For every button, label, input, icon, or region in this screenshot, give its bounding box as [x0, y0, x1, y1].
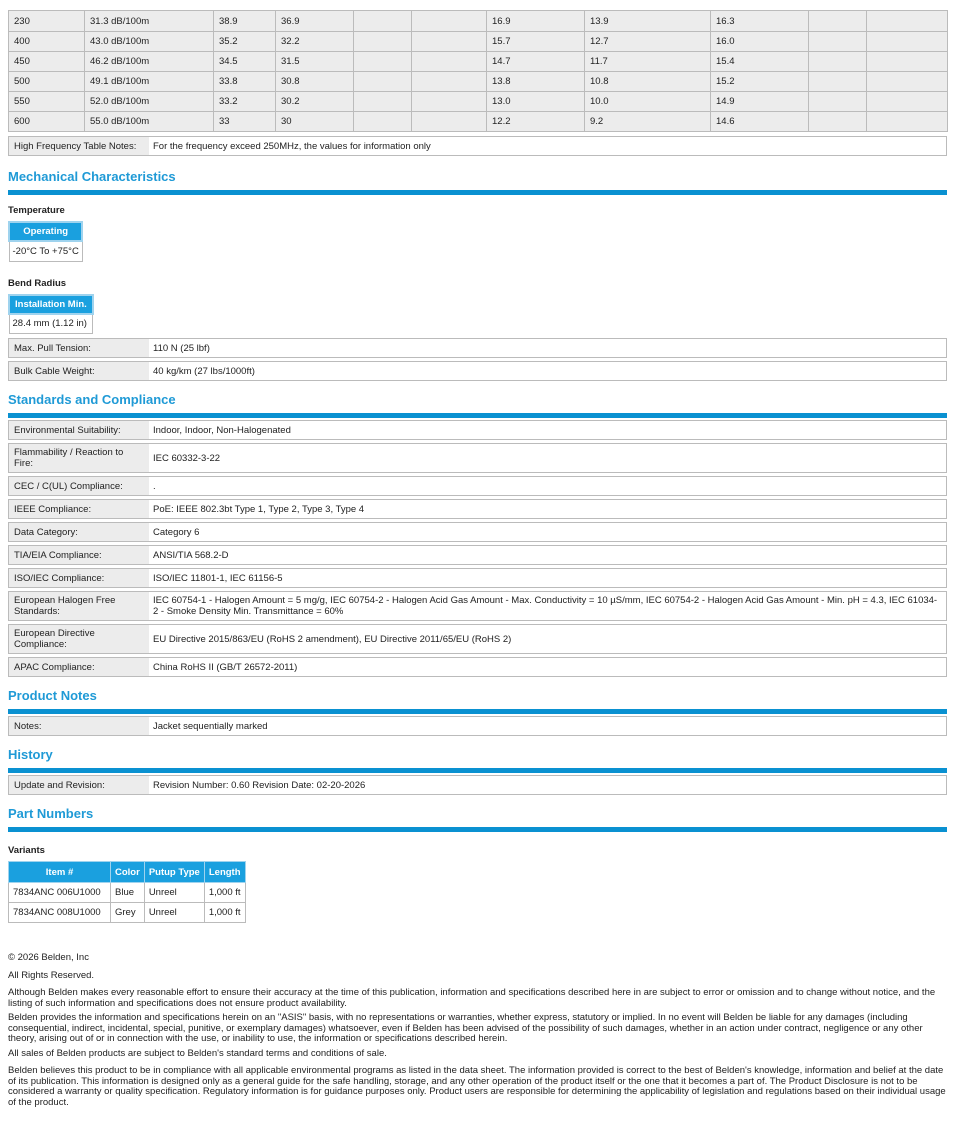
datasheet-page [8, 0, 947, 1112]
spec-value: . [153, 480, 156, 492]
table-cell: 36.9 [276, 11, 354, 32]
table-row [9, 72, 948, 92]
copyright: © 2026 Belden, Inc [8, 952, 89, 963]
table-cell [867, 11, 948, 32]
high-frequency-table [8, 10, 948, 132]
table-cell [354, 92, 412, 112]
spec-value: Indoor, Indoor, Non-Halogenated [153, 424, 291, 436]
table-cell: 33 [214, 112, 276, 132]
table-cell [809, 52, 867, 72]
table-cell: 46.2 dB/100m [85, 52, 214, 72]
table-cell: 14.6 [711, 112, 809, 132]
spec-value: Revision Number: 0.60 Revision Date: 02-20-2026 [153, 779, 366, 791]
variants-table [8, 861, 246, 923]
table-cell [354, 52, 412, 72]
spec-value: EU Directive 2015/863/EU (RoHS 2 amendment), EU Directive 2011/65/EU (RoHS 2) [153, 633, 512, 645]
temperature-table [8, 221, 83, 262]
table-cell [412, 92, 487, 112]
spec-label: Environmental Suitability: [9, 421, 149, 439]
table-cell: 49.1 dB/100m [85, 72, 214, 92]
standards-section [8, 393, 947, 677]
spec-label: APAC Compliance: [9, 658, 149, 676]
table-cell: 10.0 [585, 92, 711, 112]
color-value: Blue [111, 883, 145, 903]
spec-row [8, 716, 947, 736]
spec-value: PoE: IEEE 802.3bt Type 1, Type 2, Type 3, Type 4 [153, 503, 365, 515]
table-cell: 500 [9, 72, 85, 92]
spec-label: European Halogen Free Standards: [9, 592, 149, 620]
table-cell: 55.0 dB/100m [85, 112, 214, 132]
spec-value: China RoHS II (GB/T 26572-2011) [153, 661, 298, 673]
temperature-title: Temperature [8, 205, 65, 216]
table-cell: 600 [9, 112, 85, 132]
table-cell [354, 72, 412, 92]
putup-value: Unreel [144, 903, 204, 923]
table-cell: 52.0 dB/100m [85, 92, 214, 112]
spec-row [8, 591, 947, 621]
section-title-part-numbers: Part Numbers [8, 806, 94, 821]
spec-label: Max. Pull Tension: [9, 339, 149, 357]
table-cell [867, 32, 948, 52]
spec-row [8, 443, 947, 473]
table-row [9, 112, 948, 132]
section-title-standards: Standards and Compliance [8, 392, 176, 407]
spec-value: IEC 60332-3-22 [153, 452, 221, 464]
spec-row [8, 420, 947, 440]
table-cell: 15.2 [711, 72, 809, 92]
table-cell: 15.4 [711, 52, 809, 72]
spec-row [8, 361, 947, 381]
item-number: 7834ANC 006U1000 [9, 883, 111, 903]
table-cell: 35.2 [214, 32, 276, 52]
spec-label: Bulk Cable Weight: [9, 362, 149, 380]
table-cell [412, 72, 487, 92]
table-cell [867, 52, 948, 72]
hf-notes-row [8, 136, 947, 156]
col-header: Item # [9, 862, 111, 883]
mechanical-rows [8, 338, 947, 381]
spec-label: IEEE Compliance: [9, 500, 149, 518]
table-cell [354, 11, 412, 32]
table-cell: 30.2 [276, 92, 354, 112]
table-cell: 33.8 [214, 72, 276, 92]
footer [8, 953, 947, 1108]
table-cell: 15.7 [487, 32, 585, 52]
table-row [9, 92, 948, 112]
spec-row [8, 624, 947, 654]
table-cell: 38.9 [214, 11, 276, 32]
spec-row [8, 522, 947, 542]
table-cell [412, 11, 487, 32]
table-cell [867, 72, 948, 92]
section-title-mechanical: Mechanical Characteristics [8, 169, 176, 184]
hf-notes-label: High Frequency Table Notes: [9, 137, 149, 155]
spec-row [8, 545, 947, 565]
spec-label: CEC / C(UL) Compliance: [9, 477, 149, 495]
table-cell: 12.7 [585, 32, 711, 52]
table-cell: 34.5 [214, 52, 276, 72]
table-cell: 16.9 [487, 11, 585, 32]
variants-title: Variants [8, 845, 45, 856]
table-row [9, 11, 948, 32]
spec-row [8, 568, 947, 588]
table-cell: 12.2 [487, 112, 585, 132]
part-numbers-section [8, 807, 947, 923]
table-cell [867, 112, 948, 132]
table-cell: 13.9 [585, 11, 711, 32]
table-cell [412, 32, 487, 52]
spec-value: Jacket sequentially marked [153, 720, 268, 732]
section-divider [8, 768, 947, 773]
table-cell [809, 72, 867, 92]
section-divider [8, 709, 947, 714]
spec-label: TIA/EIA Compliance: [9, 546, 149, 564]
bend-radius-value: 28.4 mm (1.12 in) [9, 314, 93, 334]
temperature-value: -20°C To +75°C [9, 241, 82, 261]
table-cell: 9.2 [585, 112, 711, 132]
spec-value: 110 N (25 lbf) [153, 342, 210, 354]
table-cell [354, 112, 412, 132]
table-cell: 14.9 [711, 92, 809, 112]
disclaimer-accuracy: Although Belden makes every reasonable effort to ensure their accuracy at the time of this publication, information and specifications described here in are subject to error or omission and to change without notice, and the listing of such information and specifications does not ensure product availability. [8, 987, 936, 1009]
bend-radius-table [8, 294, 94, 335]
length-value: 1,000 ft [204, 903, 245, 923]
table-cell [809, 11, 867, 32]
standards-rows [8, 420, 947, 677]
mechanical-section [8, 170, 947, 381]
section-title-product-notes: Product Notes [8, 688, 97, 703]
putup-value: Unreel [144, 883, 204, 903]
spec-label: European Directive Compliance: [9, 625, 149, 653]
table-cell [412, 52, 487, 72]
disclaimer-asis: Belden provides the information and specifications herein on an "ASIS" basis, with no representations or warranties, whether express, statutory or implied. In no event will Belden be liable for any damages (including consequential, indirect, incidental, special, punitive, or exemplary damages) whatsoever, even if Belden has been advised of the possibility of such damages, whether in an action under contract, negligence or any other theory, arising out of or in connection with the use, or inability to use, the information or specifications described herein. [8, 1012, 923, 1044]
table-cell: 30.8 [276, 72, 354, 92]
table-cell [354, 32, 412, 52]
table-row [9, 903, 246, 923]
product-notes-section [8, 689, 947, 736]
spec-label: Notes: [9, 717, 149, 735]
table-cell: 43.0 dB/100m [85, 32, 214, 52]
section-title-history: History [8, 747, 53, 762]
table-row [9, 883, 246, 903]
col-header: Length [204, 862, 245, 883]
spec-label: ISO/IEC Compliance: [9, 569, 149, 587]
table-cell: 14.7 [487, 52, 585, 72]
length-value: 1,000 ft [204, 883, 245, 903]
table-cell [809, 112, 867, 132]
item-number: 7834ANC 008U1000 [9, 903, 111, 923]
spec-value: ANSI/TIA 568.2-D [153, 549, 229, 561]
table-cell: 31.5 [276, 52, 354, 72]
table-cell: 31.3 dB/100m [85, 11, 214, 32]
color-value: Grey [111, 903, 145, 923]
table-cell: 16.3 [711, 11, 809, 32]
hf-notes-value: For the frequency exceed 250MHz, the values for information only [153, 140, 431, 152]
spec-value: IEC 60754-1 - Halogen Amount = 5 mg/g, IEC 60754-2 - Halogen Acid Gas Amount - Max. Conductivity = 10 µS/mm, IEC 60754-2 - Halogen Acid Gas Amount - Min. pH = 4.3, IEC 61034-2 - Smoke Density Min. Transmittance = 60% [153, 595, 938, 617]
table-row [9, 32, 948, 52]
col-header: Color [111, 862, 145, 883]
table-row [9, 52, 948, 72]
table-cell: 16.0 [711, 32, 809, 52]
section-divider [8, 827, 947, 832]
disclaimer-environment: Belden believes this product to be in compliance with all applicable environmental programs as listed in the data sheet. The information provided is correct to the best of Belden's knowledge, information and belief at the date of its publication. This information is designed only as a general guide for the safe handling, storage, and any other operation of the product itself or the one that it becomes a part of. The Product Disclosure is not to be considered a warranty or quality specification. Regulatory information is for guidance purposes only. Product users are responsible for determining the applicability of legislation and regulations based on their individual usage of the product. [8, 1065, 946, 1108]
spec-row [8, 476, 947, 496]
table-cell [412, 112, 487, 132]
spec-label: Flammability / Reaction to Fire: [9, 444, 149, 472]
spec-row [8, 499, 947, 519]
disclaimer-sales: All sales of Belden products are subject to Belden's standard terms and conditions of sale. [8, 1047, 387, 1059]
table-cell: 10.8 [585, 72, 711, 92]
spec-row [8, 657, 947, 677]
table-cell: 550 [9, 92, 85, 112]
spec-label: Update and Revision: [9, 776, 149, 794]
table-cell: 32.2 [276, 32, 354, 52]
table-cell: 450 [9, 52, 85, 72]
col-header: Putup Type [144, 862, 204, 883]
table-cell: 33.2 [214, 92, 276, 112]
spec-value: ISO/IEC 11801-1, IEC 61156-5 [153, 572, 283, 584]
spec-value: Category 6 [153, 526, 200, 538]
table-cell [809, 92, 867, 112]
section-divider [8, 413, 947, 418]
temperature-header: Operating [9, 222, 82, 241]
spec-row [8, 775, 947, 795]
spec-row [8, 338, 947, 358]
bend-radius-header: Installation Min. [9, 295, 93, 314]
section-divider [8, 190, 947, 195]
history-section [8, 748, 947, 795]
spec-label: Data Category: [9, 523, 149, 541]
table-cell: 13.8 [487, 72, 585, 92]
table-cell [809, 32, 867, 52]
table-cell: 13.0 [487, 92, 585, 112]
table-cell: 11.7 [585, 52, 711, 72]
spec-value: 40 kg/km (27 lbs/1000ft) [153, 365, 255, 377]
table-cell [867, 92, 948, 112]
bend-radius-title: Bend Radius [8, 277, 67, 289]
table-cell: 30 [276, 112, 354, 132]
table-cell: 400 [9, 32, 85, 52]
rights: All Rights Reserved. [8, 969, 95, 981]
table-cell: 230 [9, 11, 85, 32]
